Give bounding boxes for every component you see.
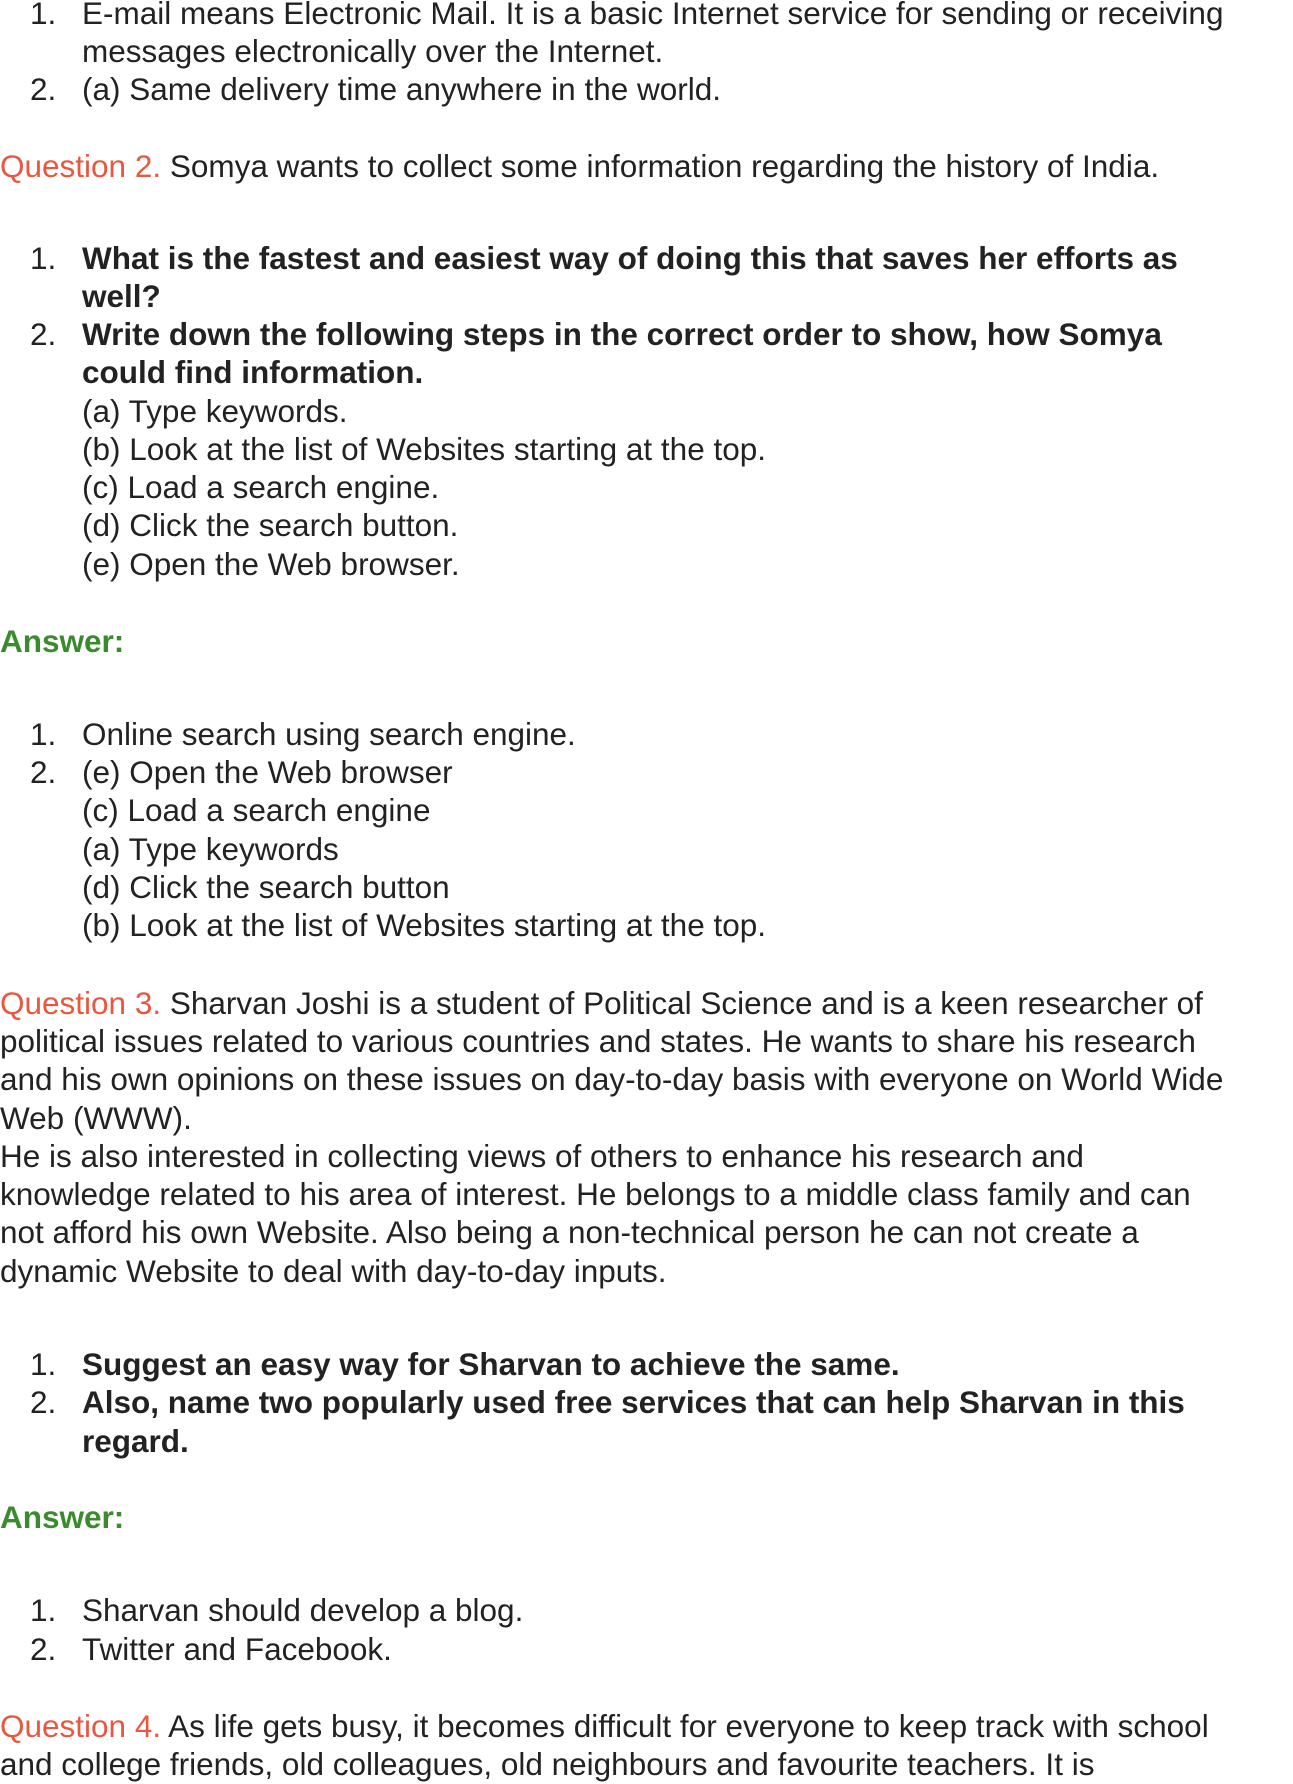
- step-item: (b) Look at the list of Websites starting at the top.: [82, 431, 767, 467]
- question-3-paragraph: [0, 984, 1203, 1022]
- answer-item: Online search using search engine.: [82, 716, 576, 752]
- answer-label: Answer:: [0, 1499, 125, 1535]
- step-item: (e) Open the Web browser.: [82, 546, 460, 582]
- step-item: (c) Load a search engine.: [82, 469, 440, 505]
- question-4-label: Question 4.: [0, 1708, 162, 1744]
- answer-item-continuation: (c) Load a search engine: [82, 792, 431, 828]
- question-2-subquestion-1: What is the fastest and easiest way of doing this that saves her efforts as: [82, 240, 1178, 276]
- question-4-text-line: and college friends, old colleagues, old neighbours and favourite teachers. It is: [0, 1746, 1095, 1782]
- list-number: 1.: [30, 0, 57, 31]
- question-3-text-line: political issues related to various countries and states. He wants to share his research: [0, 1023, 1196, 1059]
- list-item: (a) Same delivery time anywhere in the world.: [82, 71, 722, 107]
- list-number: 2.: [30, 1631, 57, 1667]
- answer-item-continuation: (a) Type keywords: [82, 831, 339, 867]
- question-3-text-line: not afford his own Website. Also being a non-technical person he can not create a: [0, 1214, 1139, 1250]
- question-3-subquestion-1: Suggest an easy way for Sharvan to achieve the same.: [82, 1346, 900, 1382]
- answer-item: (e) Open the Web browser: [82, 754, 453, 790]
- question-2-text: Somya wants to collect some information regarding the history of India.: [161, 148, 1160, 184]
- answer-label: Answer:: [0, 623, 125, 659]
- question-3-subquestion-2: Also, name two popularly used free services that can help Sharvan in this: [82, 1384, 1185, 1420]
- question-3-text-line: and his own opinions on these issues on day-to-day basis with everyone on World Wide: [0, 1061, 1224, 1097]
- list-number: 2.: [30, 1384, 57, 1420]
- question-3-text-line: dynamic Website to deal with day-to-day inputs.: [0, 1253, 667, 1289]
- list-item: E-mail means Electronic Mail. It is a basic Internet service for sending or receiving: [82, 0, 1224, 31]
- list-number: 2.: [30, 754, 57, 790]
- answer-item-continuation: (b) Look at the list of Websites starting at the top.: [82, 907, 767, 943]
- question-3-subquestion-2-cont: regard.: [82, 1423, 189, 1459]
- question-3-text-line: Web (WWW).: [0, 1100, 192, 1136]
- list-number: 1.: [30, 240, 57, 276]
- step-item: (d) Click the search button.: [82, 507, 459, 543]
- question-2-paragraph: [0, 147, 1159, 185]
- question-2-subquestion-2: Write down the following steps in the correct order to show, how Somya: [82, 316, 1162, 352]
- question-4-text: As life gets busy, it becomes difficult for everyone to keep track with school: [161, 1708, 1209, 1744]
- question-3-label: Question 3.: [0, 985, 162, 1021]
- list-number: 1.: [30, 1592, 57, 1628]
- question-3-text-line: He is also interested in collecting views of others to enhance his research and: [0, 1138, 1084, 1174]
- list-item-continuation: messages electronically over the Internet.: [82, 33, 664, 69]
- list-number: 1.: [30, 716, 57, 752]
- list-number: 2.: [30, 71, 57, 107]
- question-2-label: Question 2.: [0, 148, 162, 184]
- question-2-subquestion-1-cont: well?: [82, 278, 161, 314]
- question-2-subquestion-2-cont: could find information.: [82, 354, 424, 390]
- answer-item: Twitter and Facebook.: [82, 1631, 392, 1667]
- question-4-paragraph: [0, 1707, 1209, 1745]
- answer-item: Sharvan should develop a blog.: [82, 1592, 524, 1628]
- question-3-text-line: knowledge related to his area of interest. He belongs to a middle class family and can: [0, 1176, 1191, 1212]
- step-item: (a) Type keywords.: [82, 393, 348, 429]
- list-number: 2.: [30, 316, 57, 352]
- question-3-text: Sharvan Joshi is a student of Political Science and is a keen researcher of: [161, 985, 1203, 1021]
- list-number: 1.: [30, 1346, 57, 1382]
- answer-item-continuation: (d) Click the search button: [82, 869, 450, 905]
